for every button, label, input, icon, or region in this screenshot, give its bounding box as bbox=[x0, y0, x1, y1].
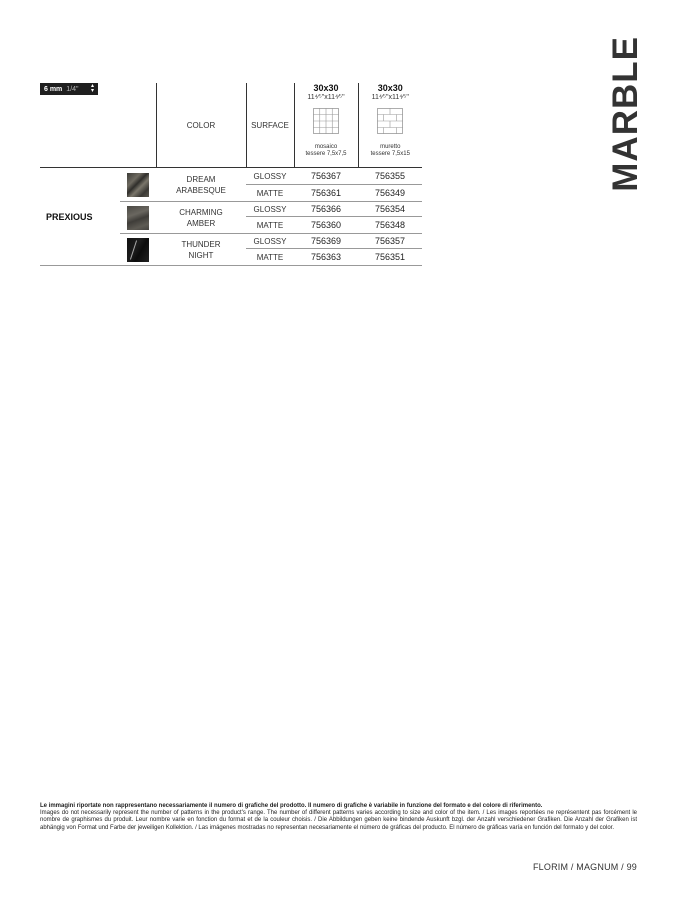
product-code: 756369 bbox=[294, 234, 358, 249]
surface-value: MATTE bbox=[246, 249, 294, 266]
thickness-mm: 6 mm bbox=[44, 85, 63, 93]
color-name-line1: CHARMING bbox=[179, 207, 223, 217]
product-code: 756357 bbox=[358, 234, 422, 249]
swatch-cell bbox=[120, 168, 156, 202]
up-down-arrow-icon: ▴ ▾ bbox=[90, 83, 94, 94]
format-title: 30x30 bbox=[377, 83, 403, 93]
product-code: 756367 bbox=[294, 168, 358, 185]
format-tessere: tessere 7,5x15 bbox=[370, 151, 410, 157]
color-name bbox=[156, 234, 246, 266]
thunder-night-swatch bbox=[127, 238, 149, 262]
product-code: 756360 bbox=[294, 217, 358, 234]
surface-value: GLOSSY bbox=[246, 234, 294, 249]
header-row bbox=[40, 83, 422, 168]
surface-header: SURFACE bbox=[251, 120, 289, 130]
product-code: 756363 bbox=[294, 249, 358, 266]
surface-header-cell bbox=[246, 83, 294, 168]
thickness-badge bbox=[40, 83, 98, 95]
color-name-line1: DREAM bbox=[186, 174, 216, 184]
product-code: 756351 bbox=[358, 249, 422, 266]
format-size: 11⁴⁄⁵"x11⁴⁄⁵" bbox=[371, 94, 409, 101]
thickness-inch: 1/4" bbox=[66, 85, 79, 93]
color-name-line2: AMBER bbox=[186, 218, 216, 228]
format-tessere: tessere 7,5x7,5 bbox=[305, 151, 347, 157]
product-code: 756366 bbox=[294, 202, 358, 217]
product-code: 756354 bbox=[358, 202, 422, 217]
format-header-muretto bbox=[358, 83, 422, 168]
format-desc: mosaico bbox=[314, 144, 338, 150]
surface-value: GLOSSY bbox=[246, 202, 294, 217]
disclaimer-text: Images do not necessarily represent the number of patterns in the product's range. The number of different patterns varies according to size and color of the item. / Les images reportées ne représentent pas forcément le nombre de graphismes du produit. Leur nombre varie en fonction du format et de la couleur choisis. / Die Abbildungen geben keine bindende Auskunft bzgl. der Anzahl verschiedener Grafiken. Die Anzahl der Grafiken ist abhängig von Format und Farbe der jeweiligen Kollektion. / Las imágenes mostradas no representan necesariamente el número de gráficas del producto. El número de gráficas varía en función del formato y del color. bbox=[40, 810, 637, 831]
color-header: COLOR bbox=[186, 120, 216, 130]
product-code: 756361 bbox=[294, 185, 358, 202]
charming-amber-swatch bbox=[127, 206, 149, 230]
color-name bbox=[156, 202, 246, 234]
swatch-cell bbox=[120, 202, 156, 234]
dream-arabesque-swatch bbox=[127, 173, 149, 197]
category-title: MARBLE bbox=[606, 36, 645, 192]
product-code: 756355 bbox=[358, 168, 422, 185]
surface-value: MATTE bbox=[246, 185, 294, 202]
format-header-mosaico bbox=[294, 83, 358, 168]
surface-value: GLOSSY bbox=[246, 168, 294, 185]
product-table bbox=[40, 83, 422, 266]
disclaimer-bold: Le immagini riportate non rappresentano necessariamente il numero di grafiche del prodotto. Il numero di grafiche è variabile in funzione del formato e del colore di riferimento. bbox=[40, 803, 543, 809]
format-desc: muretto bbox=[380, 144, 401, 150]
product-code: 756348 bbox=[358, 217, 422, 234]
series-label: PREXIOUS bbox=[46, 211, 93, 222]
surface-value: MATTE bbox=[246, 217, 294, 234]
color-name bbox=[156, 168, 246, 202]
color-header-cell bbox=[156, 83, 246, 168]
format-title: 30x30 bbox=[313, 83, 339, 93]
series-name bbox=[40, 168, 120, 266]
product-code: 756349 bbox=[358, 185, 422, 202]
format-size: 11⁴⁄⁵"x11⁴⁄⁵" bbox=[307, 94, 345, 101]
swatch-cell bbox=[120, 234, 156, 266]
color-name-line2: ARABESQUE bbox=[176, 185, 226, 195]
table-row bbox=[40, 168, 422, 185]
page-folio: FLORIM / MAGNUM / 99 bbox=[532, 862, 637, 872]
thickness-cell bbox=[40, 83, 120, 168]
brick-pattern-icon bbox=[377, 108, 403, 134]
color-name-line2: NIGHT bbox=[188, 250, 214, 260]
mosaic-grid-icon bbox=[313, 108, 339, 134]
color-name-line1: THUNDER bbox=[181, 239, 221, 249]
disclaimer-note bbox=[40, 803, 637, 832]
